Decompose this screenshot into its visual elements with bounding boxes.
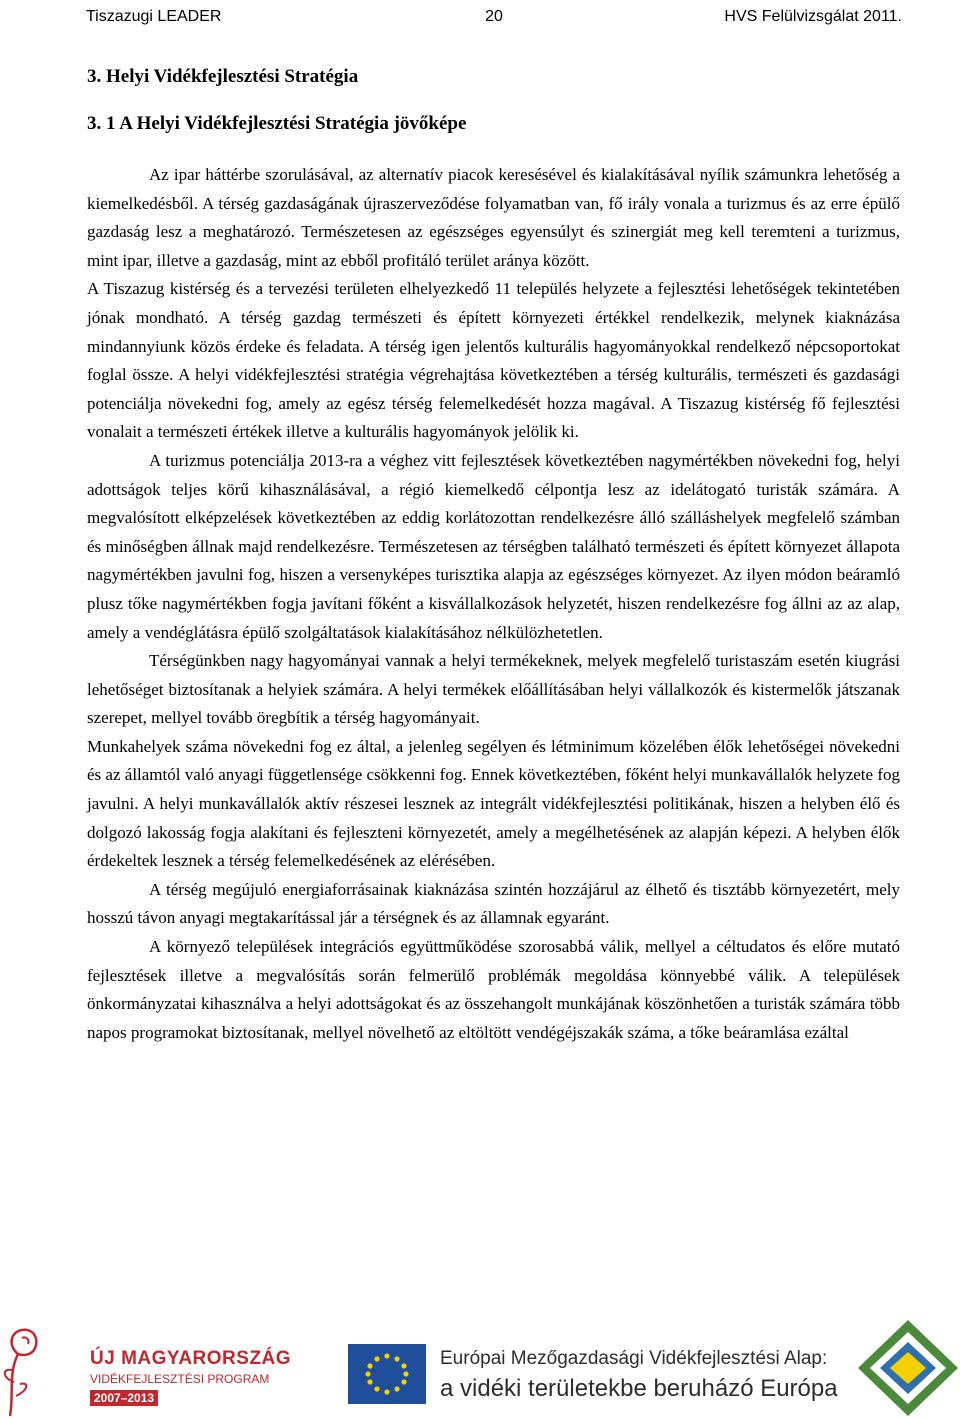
paragraph: A környező települések integrációs együttműködése szorosabbá válik, mellyel a céltudatos és előre mutató fejlesztések illetve a megvalósítás során felmerülő problémák megoldása könnyebbé válik. A települések önkormányzatai kihasználva a helyi adottságokat és az összehangolt munkájának köszönhetően a turisták számára több napos programokat biztosítanak, mellyel növelhető az eltöltött vendégéjszakák száma, a tőke beáramlása ezáltal: [87, 937, 900, 1042]
document-body: [87, 60, 900, 1047]
rose-emblem-icon: [0, 1324, 62, 1418]
paragraph: A Tiszazug kistérség és a tervezési területen elhelyezkedő 11 település helyzete a fejlesztési lehetőségek tekintetében jónak mondható. A térség gazdag természeti és épített környezeti értékkel rendelkezik, melynek kiaknázása mindannyiunk közös érdeke és feladata. A térség igen jelentős kulturális hagyományokkal rendelkező népcsoportokat foglal össze. A helyi vidékfejlesztési stratégia végrehajtása következtében a térség kulturális, természeti és gazdasági potenciálja növekedni fog, amely az egész térség felemelkedését hozza magával. A Tiszazug kistérség fő fejlesztési vonalait a természeti értékek illetve a kulturális hagyományok jelölik ki.: [87, 279, 900, 442]
header-left-text: Tiszazugi LEADER: [86, 8, 222, 25]
subsection-title: 3. 1 A Helyi Vidékfejlesztési Stratégia jövőképe: [87, 113, 467, 134]
um-logo-years: 2007–2013: [90, 1390, 158, 1406]
paragraph: Az ipar háttérbe szorulásával, az alternatív piacok keresésével és kialakításával nyílik számunkra lehetőség a kiemelkedésből. A térség gazdaságának újraszerveződése folyamatban van, fő irály vonala a turizmus és az erre épülő gazdaság lesz a meghatározó. Természetesen az egészséges egyensúlyt és szinergiát meg kell teremteni a turizmus, mint ipar, illetve a gazdaság, mint az ebből profitáló terület aránya között.: [87, 165, 900, 270]
eu-flag-icon: [348, 1344, 426, 1404]
leader-logo-icon: [856, 1318, 960, 1418]
footer-logos: [0, 1318, 960, 1418]
eu-fund-logo-text: [440, 1344, 860, 1404]
paragraph: A térség megújuló energiaforrásainak kiaknázása szintén hozzájárul az élhető és tisztább környezetért, mely hosszú távon anyagi megtakarítással jár a térségnek és az államnak egyaránt.: [87, 879, 900, 928]
eu-fund-line2: a vidéki területekbe beruházó Európa: [440, 1375, 838, 1402]
um-logo-title: ÚJ MAGYARORSZÁG: [90, 1348, 292, 1369]
paragraph: Munkahelyek száma növekedni fog ez által, a jelenleg segélyen és létminimum közelében élők lehetőségei növekedni és az államtól való anyagi függetlensége csökkenni fog. Ennek következtében, főként helyi munkavállalók helyzete fog javulni. A helyi munkavállalók aktív részesei lesznek az integrált vidékfejlesztési politikának, hiszen a helyben élő és dolgozó lakosság fogja alakítani és fejleszteni környezetét, amely a megélhetésének az alapján képezi. A helyben élők érdekeltek lesznek a térség felemelkedésének az elérésében.: [87, 736, 900, 871]
section-title: 3. Helyi Vidékfejlesztési Stratégia: [87, 66, 359, 87]
page-number: 20: [485, 8, 503, 25]
eu-fund-line1: Európai Mezőgazdasági Vidékfejlesztési Alap:: [440, 1348, 828, 1369]
page-header: [86, 4, 902, 30]
paragraph: A turizmus potenciálja 2013-ra a véghez vitt fejlesztések következtében nagymértékben növekedni fog, helyi adottságok teljes körű kihasználásával, a régió kiemelkedő célpontja lesz az idelátogató turisták számára. A megvalósított elképzelések következtében az eddig korlátozottan rendelkezésre álló szálláshelyek megfelelő számban és minőségben állnak majd rendelkezésre. Természetesen az térségben található természeti és épített környezet állapota nagymértékben javulni fog, hiszen a versenyképes turisztika alapja az egészséges környezet. Az ilyen módon beáramló plusz tőke nagymértékben fogja javítani főként a kisvállalkozások helyzetét, hiszen rendelkezésre fog állni az az alap, amely a vendéglátásra épülő szolgáltatások kialakításához nélkülözhetetlen.: [87, 450, 900, 642]
uj-magyarorszag-logo: [90, 1348, 292, 1414]
header-right-text: HVS Felülvizsgálat 2011.: [724, 8, 902, 25]
um-logo-subtitle: VIDÉKFEJLESZTÉSI PROGRAM: [90, 1372, 270, 1386]
paragraph: Térségünkben nagy hagyományai vannak a helyi termékeknek, melyek megfelelő turistaszám esetén kiugrási lehetőséget biztosítanak a helyiek számára. A helyi termékek előállításában helyi vállalkozók és kistermelők játszanak szerepet, mellyel tovább öregbítik a térség hagyományait.: [87, 651, 900, 728]
